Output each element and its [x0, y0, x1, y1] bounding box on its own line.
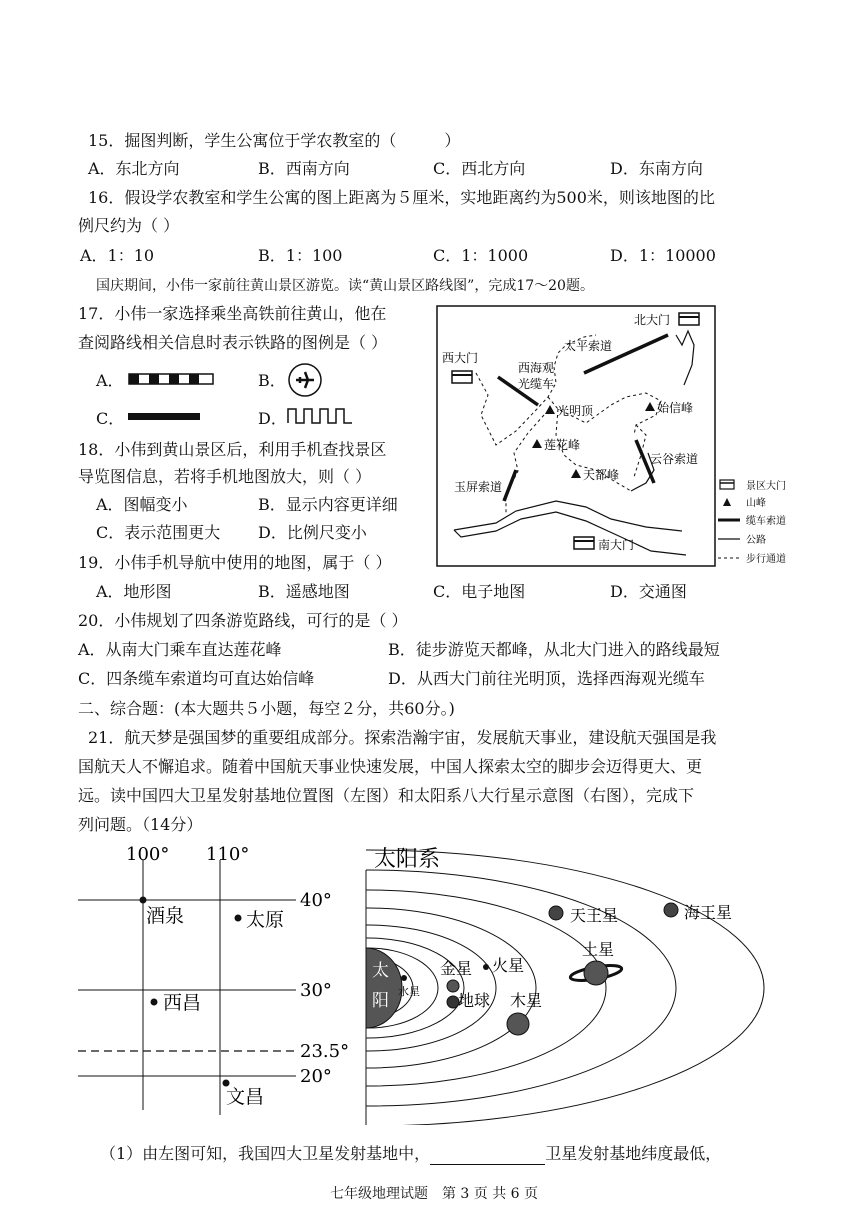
airport-icon — [287, 362, 323, 398]
q18-option-b[interactable]: B．显示内容更详细 — [258, 495, 398, 514]
taiyuan-dot — [235, 915, 242, 922]
q19-option-c[interactable]: C．电子地图 — [433, 582, 526, 601]
sun-label-1: 太 — [372, 961, 389, 981]
mars-label: 火星 — [492, 956, 525, 975]
huangshan-route-map — [436, 305, 718, 568]
q15-option-d[interactable]: D．东南方向 — [610, 159, 703, 178]
q19-option-d[interactable]: D．交通图 — [610, 582, 687, 601]
section-2-heading: 二、综合题：(本大题共５小题，每空２分，共60分。) — [78, 699, 455, 718]
jupiter-icon — [507, 1013, 529, 1035]
q20-option-c[interactable]: C．四条缆车索道均可直达始信峰 — [78, 669, 315, 688]
q21-sub1-suffix: 卫星发射基地纬度最低， — [545, 1144, 722, 1163]
q20-option-b[interactable]: B．徒步游览天都峰，从北大门进入的路线最短 — [388, 640, 720, 659]
jiuquan-dot — [140, 897, 147, 904]
jiuquan-label: 酒泉 — [146, 905, 185, 927]
mercury-label: 水星 — [398, 985, 420, 998]
q16-option-a[interactable]: A．1：10 — [80, 246, 155, 265]
south-gate-label: 南大门 — [598, 538, 635, 552]
q21-sub1 — [100, 1143, 721, 1165]
page-footer: 七年级地理试题 第 3 页 共 6 页 — [329, 1186, 539, 1202]
q18-option-c[interactable]: C．表示范围更大 — [96, 523, 221, 542]
yungu-cableway-label: 云谷索道 — [650, 452, 699, 466]
q18-stem-line2: 导览图信息，若将手机地图放大，则（ ） — [78, 467, 372, 486]
lat-30-label: 30° — [300, 980, 332, 1001]
mercury-icon — [401, 975, 407, 981]
q16-stem-line2: 例尺约为（ ） — [78, 216, 180, 235]
wenchang-label: 文昌 — [226, 1086, 265, 1108]
sun-label-2: 阳 — [372, 991, 389, 1011]
jupiter-label: 木星 — [510, 991, 543, 1010]
q17-option-a[interactable]: A． — [96, 371, 124, 390]
sun-icon — [366, 948, 402, 1028]
north-gate-icon — [679, 313, 699, 325]
q21-line3: 远。读中国四大卫星发射基地位置图（左图）和太阳系八大行星示意图（右图），完成下 — [78, 786, 695, 805]
south-gate-icon — [574, 537, 594, 549]
yuping-cableway-label: 玉屏索道 — [454, 480, 503, 494]
mars-icon — [483, 964, 489, 970]
q15-option-c[interactable]: C．西北方向 — [433, 159, 526, 178]
q17-option-d[interactable]: D． — [258, 409, 287, 428]
q17-option-c[interactable]: C． — [96, 409, 125, 428]
q15-option-b[interactable]: B．西南方向 — [258, 159, 350, 178]
q16-option-d[interactable]: D．1：10000 — [610, 246, 716, 265]
q20-option-d[interactable]: D．从西大门前往光明顶，选择西海观光缆车 — [388, 669, 705, 688]
legend-cableway-label: 缆车索道 — [746, 516, 786, 527]
taiyuan-label: 太原 — [246, 909, 285, 931]
q21-sub1-prefix: （1）由左图可知，我国四大卫星发射基地中， — [100, 1144, 431, 1163]
earth-label: 地球 — [458, 991, 491, 1010]
lat-40-label: 40° — [300, 890, 332, 911]
west-gate-label: 西大门 — [442, 351, 479, 365]
q16-option-b[interactable]: B．1：100 — [258, 246, 343, 265]
q16-option-c[interactable]: C．1：1000 — [433, 246, 529, 265]
solar-system-title: 太阳系 — [374, 847, 441, 872]
neptune-label: 海王星 — [684, 903, 733, 922]
q21-line4: 列问题。（14分） — [78, 815, 203, 834]
venus-label: 金星 — [440, 959, 473, 978]
huangshan-map-legend — [718, 478, 818, 570]
legend-gate-label: 景区大门 — [746, 481, 786, 492]
shixinfeng-label: 始信峰 — [657, 401, 694, 415]
lon-110-label: 110° — [206, 844, 250, 865]
q21-line2: 国航天人不懈追求。随着中国航天事业快速发展，中国人探索太空的脚步会迈得更大、更 — [78, 757, 703, 776]
wall-legend-icon — [287, 406, 353, 426]
uranus-icon — [549, 906, 563, 920]
legend-peak-label: 山峰 — [746, 498, 766, 509]
saturn-label: 土星 — [582, 940, 615, 959]
solar-system-diagram — [360, 840, 770, 1125]
q17-option-b[interactable]: B． — [258, 371, 286, 390]
xihai-cableway-label-2: 光缆车 — [518, 377, 555, 391]
legend-road-label: 公路 — [746, 535, 766, 546]
q19-option-a[interactable]: A．地形图 — [96, 582, 172, 601]
lat-23-5-label: 23.5° — [300, 1041, 350, 1062]
legend-trail-label: 步行通道 — [746, 554, 786, 565]
guangmingding-label: 光明顶 — [557, 404, 594, 418]
launch-sites-map — [78, 840, 358, 1125]
q18-option-a[interactable]: A．图幅变小 — [96, 495, 188, 514]
road-legend-icon — [128, 412, 200, 422]
q15-stem: 15．掘图判断，学生公寓位于学农教室的（ ） — [88, 131, 461, 150]
q18-option-d[interactable]: D．比例尺变小 — [258, 523, 367, 542]
q18-stem-line1: 18．小伟到黄山景区后，利用手机查找景区 — [78, 440, 387, 459]
lat-20-label: 20° — [300, 1066, 332, 1087]
xihai-cableway-label-1: 西海观 — [518, 361, 555, 375]
xichang-label: 西昌 — [163, 992, 202, 1014]
west-gate-icon — [452, 371, 472, 383]
reading-intro: 国庆期间，小伟一家前往黄山景区游览。读“黄山景区路线图”，完成17～20题。 — [96, 278, 594, 294]
q20-stem: 20．小伟规划了四条游览路线，可行的是（ ） — [78, 611, 408, 630]
q21-line1: 21．航天梦是强国梦的重要组成部分。探索浩瀚宇宙，发展航天事业，建设航天强国是我 — [88, 728, 717, 747]
q20-option-a[interactable]: A．从南大门乘车直达莲花峰 — [78, 640, 282, 659]
uranus-label: 天王星 — [570, 906, 619, 925]
q21-sub1-answer-blank[interactable] — [430, 1148, 545, 1165]
saturn-icon — [569, 961, 622, 985]
lianhuafeng-label: 莲花峰 — [544, 438, 581, 452]
neptune-icon — [664, 903, 678, 917]
q16-stem-line1: 16．假设学农教室和学生公寓的图上距离为５厘米，实地距离约为500米，则该地图的比 — [88, 188, 715, 207]
q19-option-b[interactable]: B．遥感地图 — [258, 582, 350, 601]
q15-option-a[interactable]: A．东北方向 — [88, 159, 180, 178]
xichang-dot — [151, 999, 158, 1006]
taiping-cableway-label: 太平索道 — [564, 339, 613, 353]
tiandufeng-label: 天都峰 — [583, 468, 620, 482]
lon-100-label: 100° — [126, 844, 170, 865]
railway-legend-icon — [128, 373, 214, 385]
q19-stem: 19．小伟手机导航中使用的地图，属于（ ） — [78, 553, 392, 572]
q17-stem-line2: 查阅路线相关信息时表示铁路的图例是（ ） — [78, 333, 388, 352]
north-gate-label: 北大门 — [634, 313, 671, 327]
q17-stem-line1: 17．小伟一家选择乘坐高铁前往黄山，他在 — [78, 304, 387, 323]
